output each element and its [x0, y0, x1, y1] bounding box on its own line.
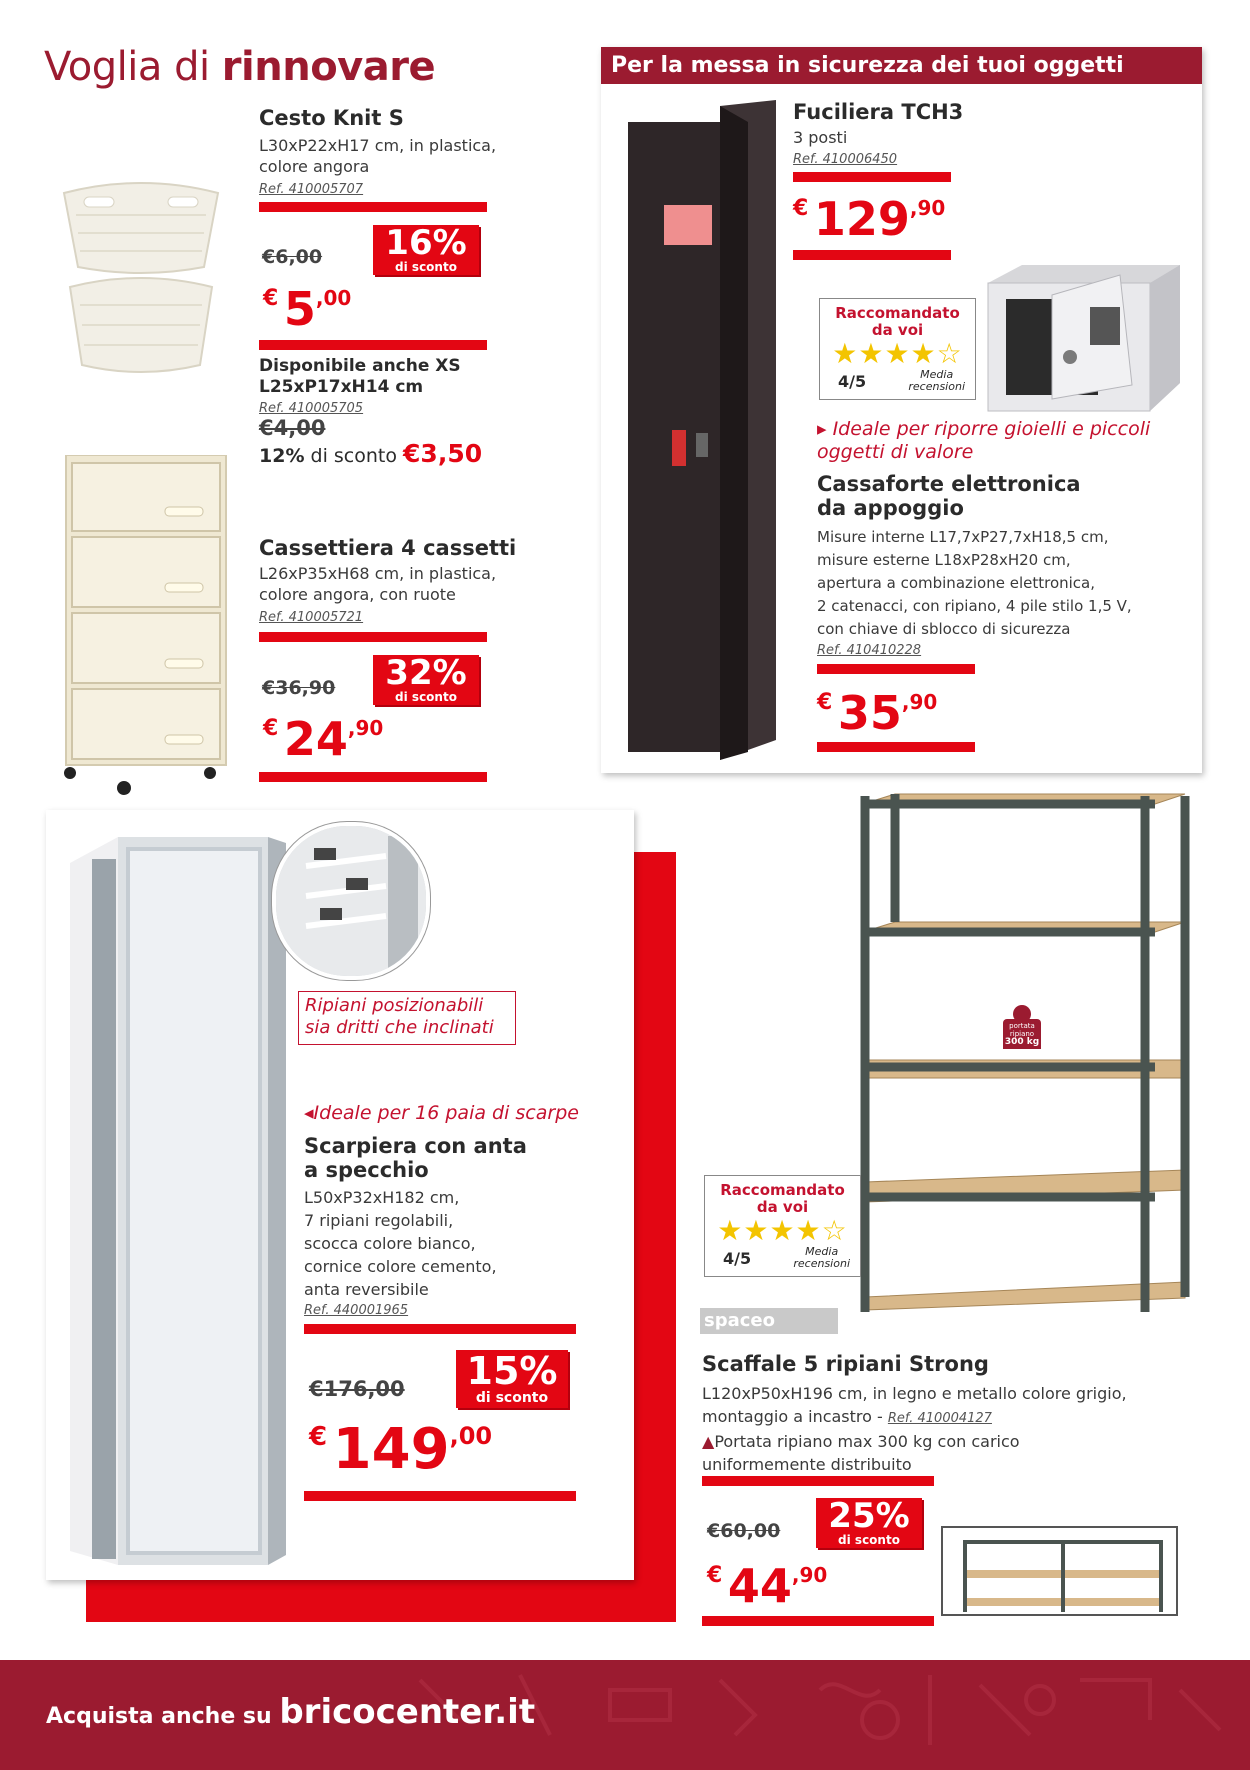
cassaforte-top-bar	[817, 664, 975, 674]
fuciliera-top-bar	[793, 172, 951, 182]
weight-tag: portata ripiano 300 kg	[1003, 1005, 1041, 1065]
footer	[0, 1660, 1250, 1770]
scaffale-bottom-bar	[702, 1616, 934, 1626]
cassaforte-price: € 35,90	[817, 686, 938, 740]
fuciliera-name: Fuciliera TCH3	[793, 100, 964, 124]
cassaforte-name: Cassaforte elettronica da appoggio	[817, 472, 1081, 521]
cesto-alt-block: Disponibile anche XS L25xP17xH14 cm Ref. 410005705 €4,00 12% di sconto €3,50	[259, 356, 483, 468]
site-link[interactable]: bricocenter.it	[279, 1692, 536, 1732]
scaffale-desc: L120xP50xH196 cm, in legno e metallo colore grigio, montaggio a incastro - Ref. 410004127 ▲Portata ripiano max 300 kg con carico uniformemente distribuito	[702, 1384, 1127, 1474]
scaffale-discount-badge: 25% di sconto	[816, 1498, 922, 1548]
cassettiera-old-price: €36,90	[262, 677, 336, 699]
cassaforte-ref: Ref. 410410228	[817, 643, 922, 658]
brand-logo: spaceo	[700, 1308, 838, 1334]
scaffale-rating-box: Raccomandato da voi ★★★★☆ 4/5 Media recensioni	[704, 1175, 861, 1277]
cesto-bottom-bar	[259, 340, 487, 350]
cassaforte-rating-box: Raccomandato da voi ★★★★☆ 4/5 Media recensioni	[819, 298, 976, 400]
rating-stars: ★★★★☆	[832, 337, 963, 370]
cassaforte-desc: Misure interne L17,7xP27,7xH18,5 cm, misure esterne L18xP28xH20 cm, apertura a combinazione elettronica, 2 catenacci, con ripiano, 4 pile stilo 1,5 V, con chiave di sblocco di sicurezza	[817, 528, 1132, 638]
cesto-top-bar	[259, 202, 487, 212]
cassettiera-name: Cassettiera 4 cassetti	[259, 536, 517, 560]
cesto-old-price: €6,00	[262, 246, 323, 268]
scaffale-old-price: €60,00	[707, 1520, 781, 1542]
rating-stars: ★★★★☆	[717, 1214, 848, 1247]
cassaforte-bottom-bar	[817, 742, 975, 752]
scarpiera-shelf-note: Ripiani posizionabili sia dritti che inclinati	[298, 991, 516, 1045]
cassettiera-bottom-bar	[259, 772, 487, 782]
security-banner: Per la messa in sicurezza dei tuoi oggetti	[601, 47, 1202, 84]
shoe-rack-icon	[276, 826, 426, 976]
scarpiera-top-bar	[304, 1324, 576, 1334]
drawer-unit-image	[60, 455, 230, 800]
scaffale-price: € 44,90	[707, 1559, 828, 1613]
scarpiera-ref: Ref. 440001965	[304, 1303, 409, 1318]
cesto-price: € 5,00	[263, 282, 352, 336]
scarpiera-old-price: €176,00	[309, 1377, 405, 1401]
scaffale-top-bar	[702, 1476, 934, 1486]
workbench-image	[943, 1528, 1176, 1614]
cassaforte-tagline: ▸ Ideale per riporre gioielli e piccoli oggetti di valore	[817, 418, 1151, 463]
fuciliera-bottom-bar	[793, 250, 951, 260]
scaffale-name: Scaffale 5 ripiani Strong	[702, 1352, 989, 1376]
safe-image	[982, 265, 1182, 415]
cassettiera-top-bar	[259, 632, 487, 642]
fuciliera-ref: Ref. 410006450	[793, 152, 898, 167]
scarpiera-discount-badge: 15% di sconto	[456, 1350, 568, 1408]
cassettiera-ref: Ref. 410005721	[259, 610, 364, 625]
cassettiera-discount-badge: 32% di sconto	[373, 655, 479, 705]
basket-image	[56, 175, 226, 380]
cassettiera-price: € 24,90	[263, 712, 384, 766]
cesto-ref: Ref. 410005707	[259, 182, 364, 197]
cassettiera-desc: L26xP35xH68 cm, in plastica, colore angora, con ruote	[259, 564, 497, 604]
scarpiera-price: € 149,00	[309, 1417, 493, 1482]
weight-icon: ▲	[702, 1432, 715, 1451]
cesto-discount-badge: 16% di sconto	[373, 225, 479, 275]
scarpiera-name: Scarpiera con anta a specchio	[304, 1134, 527, 1183]
cesto-desc: L30xP22xH17 cm, in plastica, colore angora	[259, 136, 497, 176]
gun-cabinet-image	[624, 100, 784, 760]
footer-text: Acquista anche su bricocenter.it	[46, 1692, 536, 1732]
fuciliera-price: € 129,90	[793, 192, 946, 246]
fuciliera-desc: 3 posti	[793, 128, 848, 147]
shoe-cabinet-image	[68, 835, 288, 1565]
shelves-detail-image	[272, 822, 430, 980]
scarpiera-bottom-bar	[304, 1491, 576, 1501]
scarpiera-tagline: ◂Ideale per 16 paia di scarpe	[304, 1102, 579, 1124]
scarpiera-desc: L50xP32xH182 cm, 7 ripiani regolabili, scocca colore bianco, cornice colore cemento, anta reversibile	[304, 1188, 497, 1299]
workbench-thumbnail	[941, 1526, 1178, 1616]
page-title: Voglia di rinnovare	[44, 44, 436, 90]
cesto-name: Cesto Knit S	[259, 106, 404, 130]
